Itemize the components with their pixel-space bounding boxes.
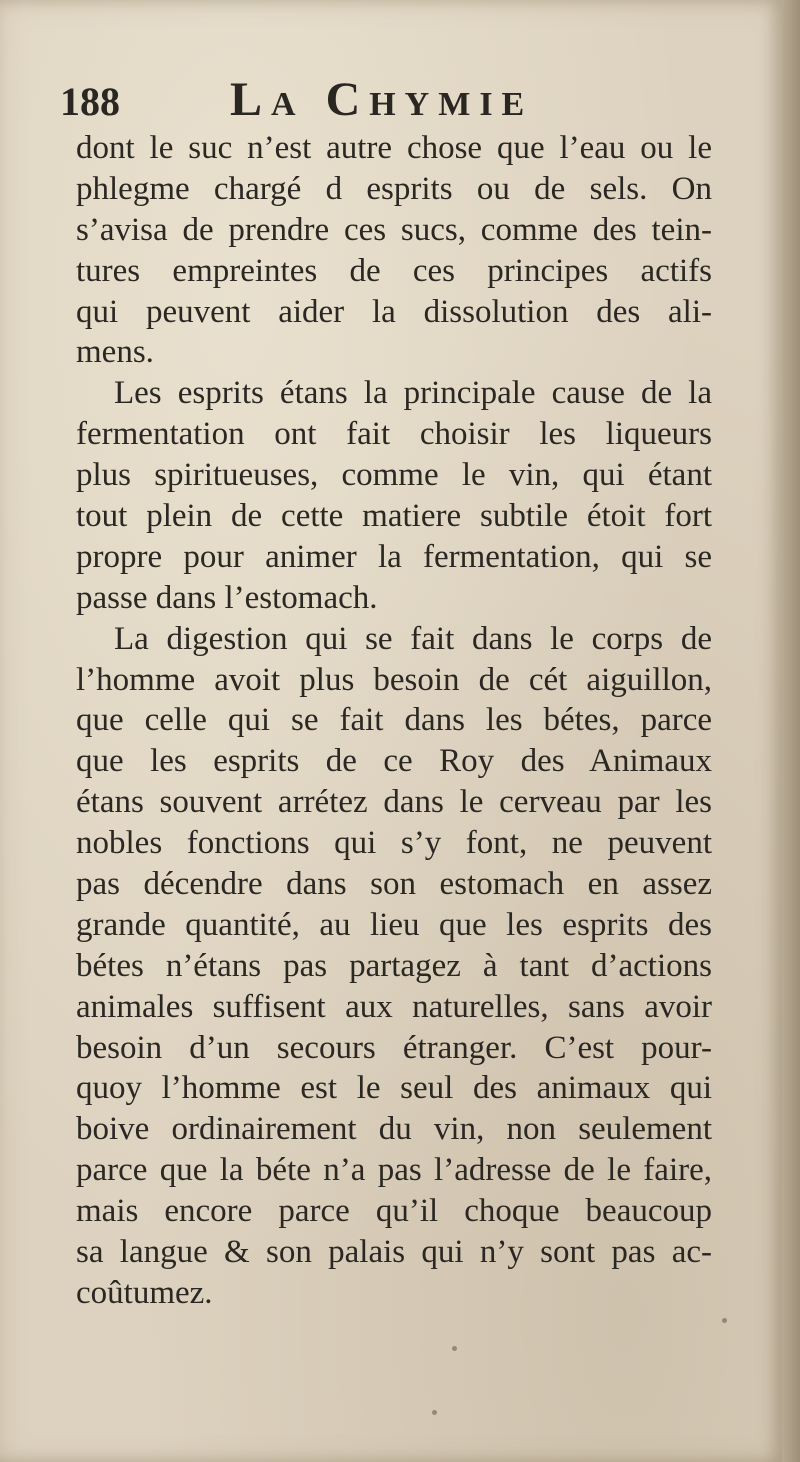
text-line: mais encore parce qu’il choque beaucoup xyxy=(76,1193,712,1230)
running-title: La Chymie xyxy=(230,73,534,126)
text-line: l’homme avoit plus besoin de cét aiguillon, xyxy=(76,661,712,698)
text-line: s’avisa de prendre ces sucs, comme des tein- xyxy=(76,211,712,248)
text-line: mens. xyxy=(76,334,154,371)
page-number: 188 xyxy=(60,79,120,124)
ink-speck xyxy=(722,1318,727,1323)
text-line: parce que la béte n’a pas l’adresse de le faire, xyxy=(76,1152,712,1189)
text-line: propre pour animer la fermentation, qui se xyxy=(76,538,712,575)
ink-speck xyxy=(452,1346,457,1351)
text-line: animales suffisent aux naturelles, sans avoir xyxy=(76,988,712,1025)
page-gutter xyxy=(782,0,800,1462)
text-line: étans souvent arrétez dans le cerveau par les xyxy=(76,784,712,821)
text-line: pas décendre dans son estomach en assez xyxy=(76,866,712,903)
text-line: phlegme chargé d esprits ou de sels. On xyxy=(76,170,712,207)
text-line: coûtumez. xyxy=(76,1274,213,1311)
text-line: besoin d’un secours étranger. C’est pour- xyxy=(76,1029,712,1066)
text-line: sa langue & son palais qui n’y sont pas ac- xyxy=(76,1234,712,1271)
text-line: La digestion qui se fait dans le corps de xyxy=(114,620,712,657)
running-header xyxy=(60,72,720,136)
text-line: que celle qui se fait dans les bétes, parce xyxy=(76,702,712,739)
text-line: boive ordinairement du vin, non seulement xyxy=(76,1111,712,1148)
text-line: quoy l’homme est le seul des animaux qui xyxy=(76,1070,712,1107)
text-line: Les esprits étans la principale cause de la xyxy=(114,375,712,412)
text-line: qui peuvent aider la dissolution des ali- xyxy=(76,293,712,330)
text-line: tout plein de cette matiere subtile étoit fort xyxy=(76,498,712,535)
text-line: bétes n’étans pas partagez à tant d’actions xyxy=(76,947,712,984)
text-line: fermentation ont fait choisir les liqueurs xyxy=(76,416,712,453)
text-line: dont le suc n’est autre chose que l’eau ou le xyxy=(76,130,712,166)
text-line: plus spiritueuses, comme le vin, qui étant xyxy=(76,457,712,494)
ink-speck xyxy=(432,1410,437,1415)
text-line: passe dans l’estomach. xyxy=(76,579,378,616)
body-text xyxy=(76,128,712,1314)
text-line: grande quantité, au lieu que les esprits des xyxy=(76,906,712,943)
text-line: que les esprits de ce Roy des Animaux xyxy=(76,743,712,780)
text-line: tures empreintes de ces principes actifs xyxy=(76,252,712,289)
text-line: nobles fonctions qui s’y font, ne peuvent xyxy=(76,825,712,862)
